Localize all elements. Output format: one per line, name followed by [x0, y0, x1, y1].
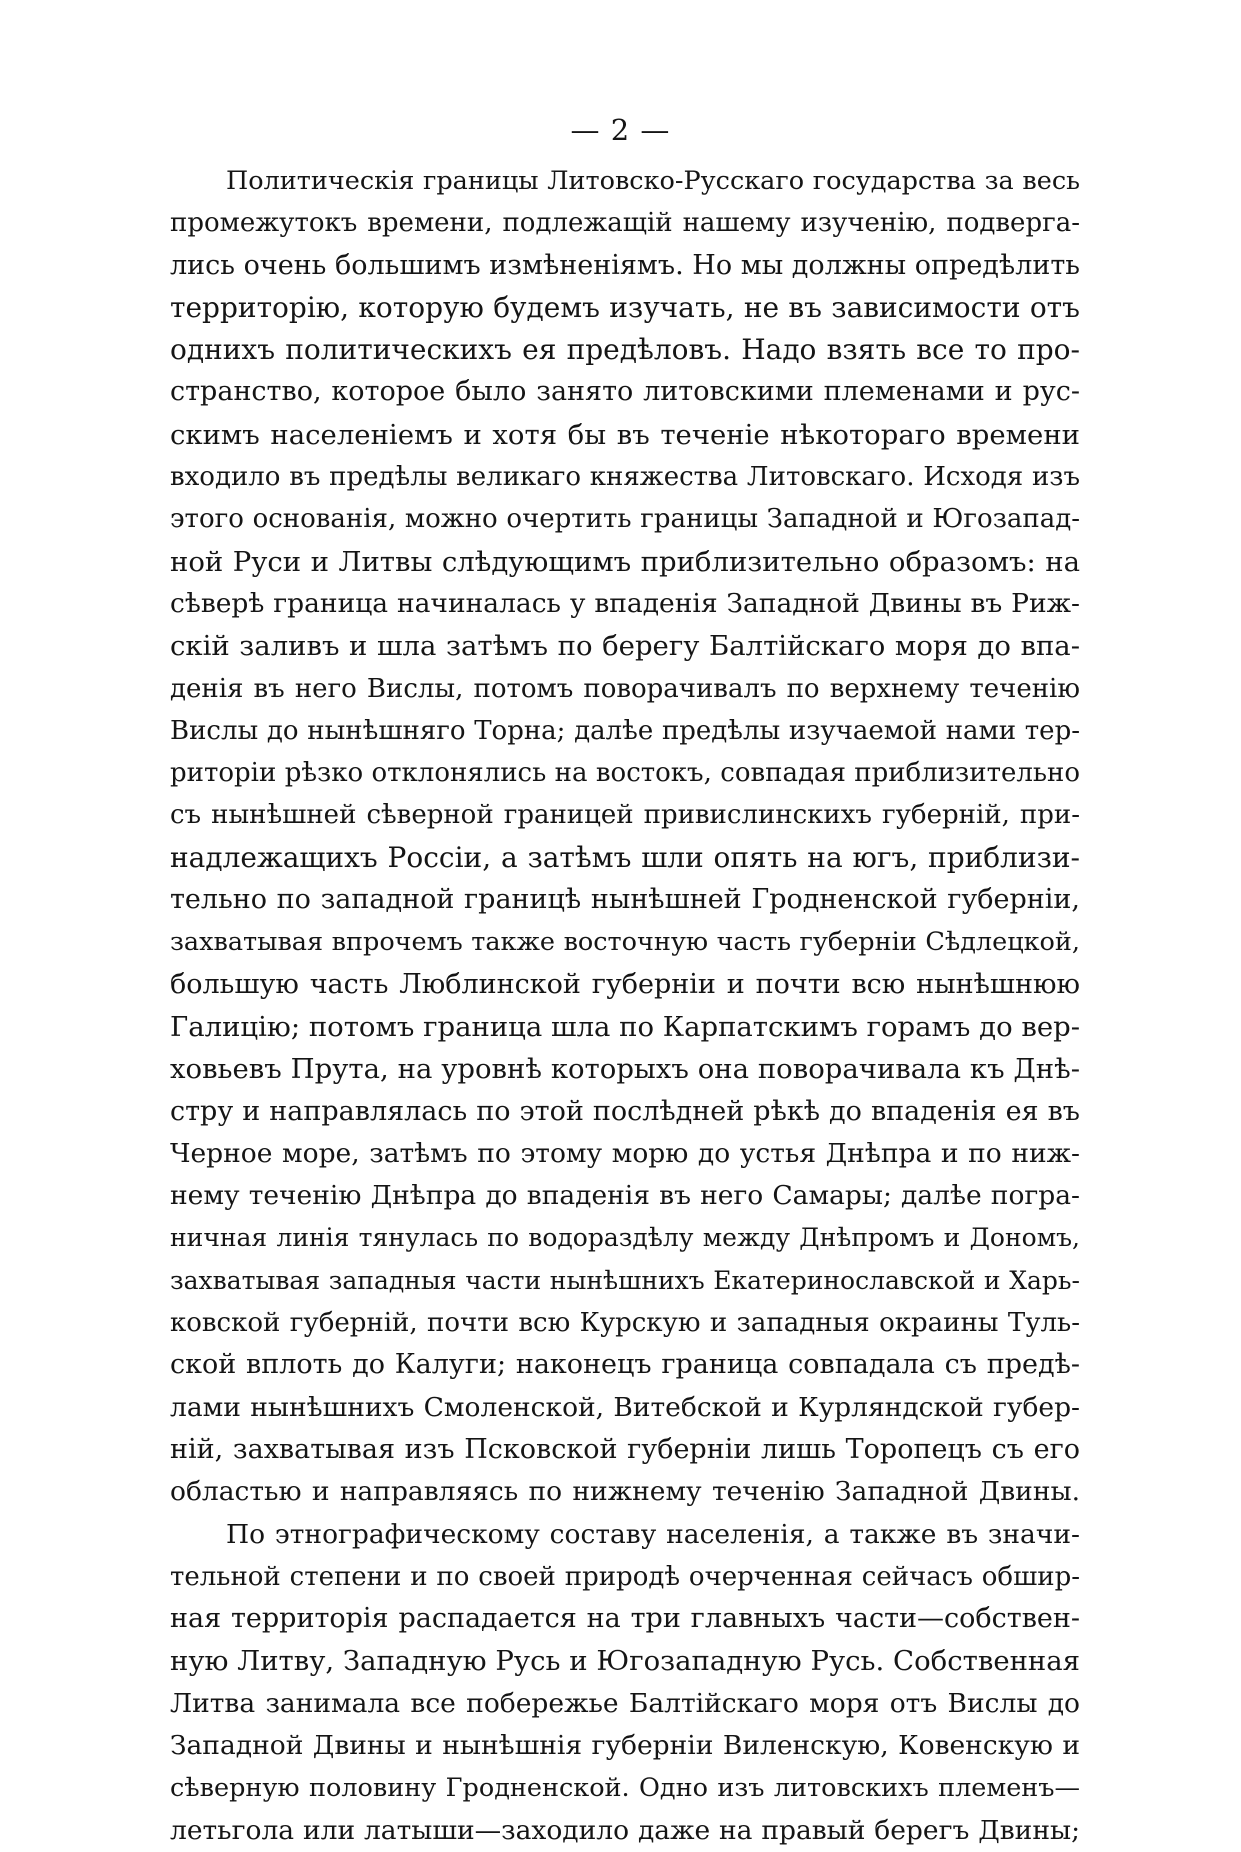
text-line: Литва занимала все побережье Балтійскаго моря отъ Вислы до — [170, 1687, 1080, 1719]
text-line: захватывая западныя части нынѣшнихъ Екатеринославской и Харь- — [170, 1265, 1080, 1295]
text-line: надлежащихъ Россіи, а затѣмъ шли опять на югъ, приблизи- — [170, 840, 1080, 874]
text-line: территорію, которую будемъ изучать, не въ зависимости отъ — [170, 290, 1080, 324]
text-line: скій заливъ и шла затѣмъ по берегу Балтійскаго моря до впа- — [170, 630, 1080, 663]
text-line: Западной Двины и нынѣшнія губерніи Виленскую, Ковенскую и — [170, 1729, 1080, 1761]
text-line: денія въ него Вислы, потомъ поворачивалъ по верхнему теченію — [170, 673, 1080, 704]
text-line: захватывая впрочемъ также восточную часть губерніи Сѣдлецкой, — [170, 927, 1080, 958]
text-line: Галицію; потомъ граница шла по Карпатскимъ горамъ до вер- — [170, 1010, 1080, 1043]
text-line: стру и направлялась по этой послѣдней рѣкѣ до впаденія ея въ — [170, 1095, 1080, 1127]
text-line: ной Руси и Литвы слѣдующимъ приблизительно образомъ: на — [170, 545, 1080, 578]
text-line: промежутокъ времени, подлежащій нашему изученію, подверга- — [170, 208, 1080, 239]
text-line: этого основанія, можно очертить границы Западной и Югозапад- — [170, 504, 1080, 535]
text-line: однихъ политическихъ ея предѣловъ. Надо взять все то про- — [170, 333, 1080, 367]
text-line: нему теченію Днѣпра до впаденія въ него Самары; далѣе погра- — [170, 1180, 1080, 1212]
text-line: тельно по западной границѣ нынѣшней Гродненской губерніи, — [170, 884, 1080, 916]
text-line: лись очень большимъ измѣненіямъ. Но мы должны опредѣлить — [170, 249, 1080, 281]
text-line: входило въ предѣлы великаго княжества Литовскаго. Исходя изъ — [170, 462, 1080, 493]
text-line: лами нынѣшнихъ Смоленской, Витебской и Курляндской губер- — [170, 1391, 1080, 1423]
text-line: большую часть Люблинской губерніи и почти всю нынѣшнюю — [170, 968, 1080, 1000]
text-line: сѣверѣ граница начиналась у впаденія Западной Двины въ Риж- — [170, 587, 1080, 619]
text-line: областью и направляясь по нижнему теченію Западной Двины. — [170, 1476, 1080, 1508]
text-line: скимъ населеніемъ и хотя бы въ теченіе нѣкотораго времени — [170, 418, 1080, 451]
text-line: ничная линія тянулась по водораздѣлу между Днѣпромъ и Дономъ, — [170, 1223, 1080, 1253]
text-line: ная территорія распадается на три главныхъ части—собствен- — [170, 1603, 1080, 1635]
text-line: Политическія границы Литовско-Русскаго государства за весь — [226, 166, 1080, 196]
page-number: — 2 — — [570, 113, 671, 147]
text-line: риторіи рѣзко отклонялись на востокъ, совпадая приблизительно — [170, 758, 1080, 789]
text-line: ховьевъ Прута, на уровнѣ которыхъ она поворачивала къ Днѣ- — [170, 1053, 1080, 1086]
text-line: съ нынѣшней сѣверной границей привислинскихъ губерній, при- — [170, 800, 1080, 831]
text-line: ковской губерній, почти всю Курскую и западныя окраины Туль- — [170, 1308, 1080, 1339]
text-line: ской вплоть до Калуги; наконецъ граница совпадала съ предѣ- — [170, 1349, 1080, 1381]
text-line: тельной степени и по своей природѣ очерченная сейчасъ обшир- — [170, 1561, 1080, 1592]
text-line: Вислы до нынѣшняго Торна; далѣе предѣлы изучаемой нами тер- — [170, 715, 1080, 746]
text-line: странство, которое было занято литовскими племенами и рус- — [170, 376, 1080, 408]
text-line: сѣверную половину Гродненской. Одно изъ литовскихъ племенъ— — [170, 1773, 1080, 1804]
body-text — [170, 160, 1080, 1852]
text-line: Черное море, затѣмъ по этому морю до устья Днѣпра и по ниж- — [170, 1137, 1080, 1169]
text-line: По этнографическому составу населенія, а также въ значи- — [226, 1518, 1080, 1550]
text-line: ную Литву, Западную Русь и Югозападную Русь. Собственная — [170, 1645, 1080, 1678]
text-line: ній, захватывая изъ Псковской губерніи лишь Торопецъ съ его — [170, 1433, 1080, 1465]
text-line: летьгола или латыши—заходило даже на правый берегъ Двины; — [170, 1814, 1080, 1846]
